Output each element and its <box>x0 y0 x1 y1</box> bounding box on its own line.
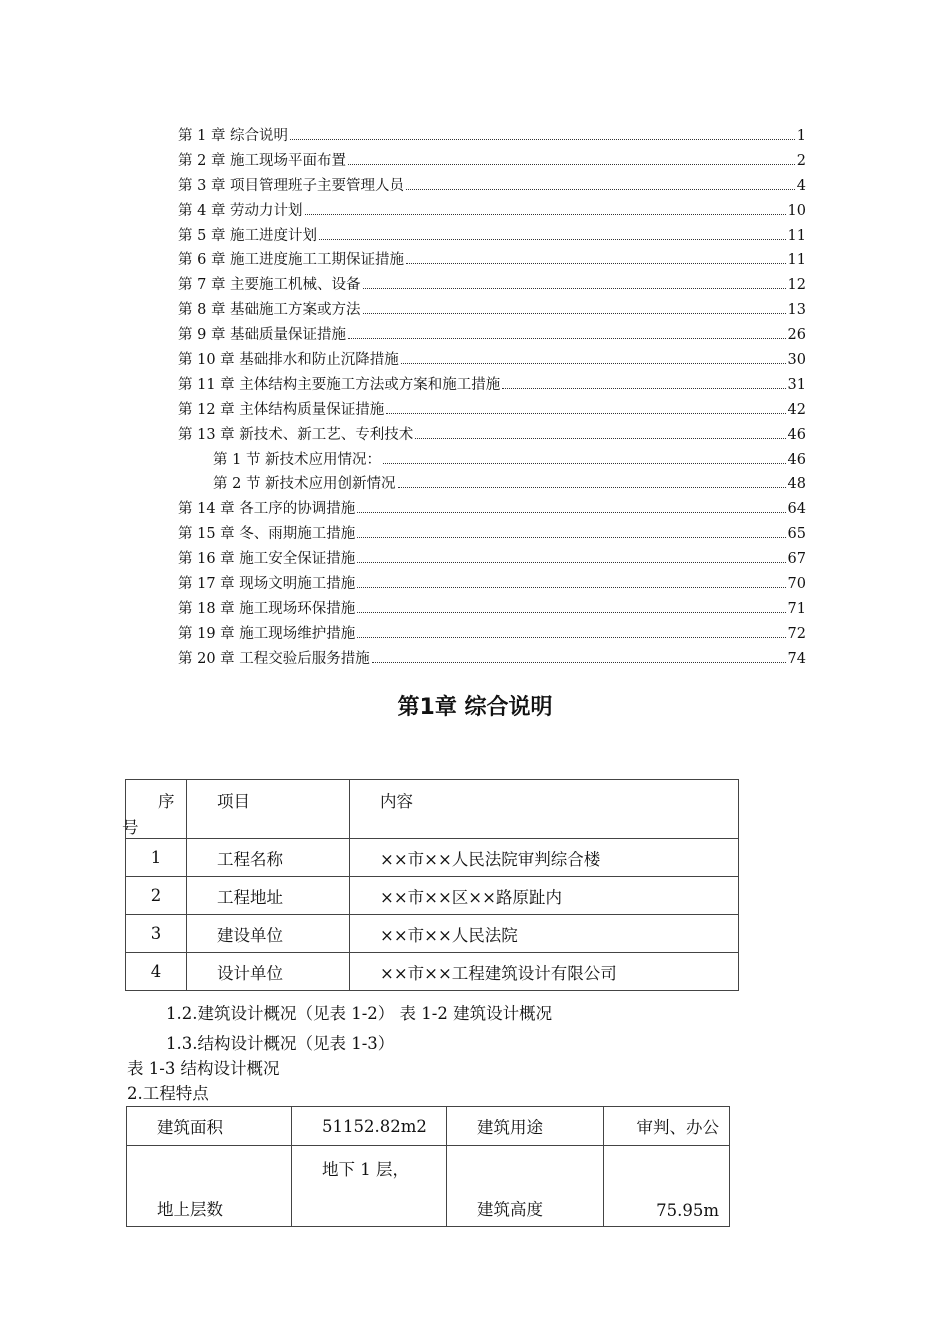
table-row <box>127 1107 730 1146</box>
project-info-table <box>122 779 739 991</box>
toc-leader-dots <box>415 437 785 439</box>
toc-entry[interactable] <box>178 423 806 448</box>
toc-entry[interactable] <box>178 398 806 423</box>
table-1-3-caption: 表 1-3 结构设计概况 <box>127 1059 280 1078</box>
header-content <box>350 780 739 839</box>
table-row <box>126 839 739 877</box>
table-header-row <box>126 780 739 839</box>
toc-leader-dots <box>383 462 785 464</box>
toc-page-number: 4 <box>796 177 806 194</box>
toc-page-number: 71 <box>787 600 806 617</box>
toc-leader-dots <box>357 636 785 638</box>
toc-entry[interactable] <box>178 298 806 323</box>
toc-leader-dots <box>357 511 785 513</box>
table-of-contents <box>178 124 806 672</box>
toc-entry[interactable] <box>178 497 806 522</box>
cell-value: 51152.82m2 <box>292 1107 447 1146</box>
toc-page-number: 1 <box>796 128 806 144</box>
table-row <box>126 877 739 915</box>
toc-page-number: 46 <box>787 426 806 443</box>
toc-page-number: 46 <box>787 451 806 468</box>
toc-entry-title: 第 19 章 施工现场维护措施 <box>178 625 356 642</box>
cell-item: 设计单位 <box>187 953 350 991</box>
toc-leader-dots <box>357 561 785 563</box>
toc-page-number: 72 <box>787 625 806 642</box>
toc-entry[interactable] <box>178 224 806 249</box>
toc-entry[interactable] <box>178 248 806 273</box>
toc-page-number: 48 <box>787 476 806 493</box>
toc-entry-title: 第 14 章 各工序的协调措施 <box>178 501 356 518</box>
cell-seq: 2 <box>126 877 187 915</box>
cell-label: 建筑面积 <box>127 1107 292 1146</box>
cell-content: ××市××人民法院审判综合楼 <box>350 839 739 877</box>
toc-entry-title: 第 2 章 施工现场平面布置 <box>178 152 347 169</box>
toc-leader-dots <box>401 362 786 364</box>
toc-entry[interactable] <box>178 149 806 174</box>
toc-leader-dots <box>357 611 785 613</box>
toc-leader-dots <box>406 188 795 190</box>
toc-page-number: 12 <box>787 277 806 294</box>
toc-leader-dots <box>502 387 785 389</box>
cell-label: 地上层数 <box>127 1146 292 1227</box>
table-row <box>127 1146 730 1227</box>
toc-entry[interactable] <box>178 124 806 149</box>
toc-leader-dots <box>348 163 795 165</box>
toc-entry-title: 第 12 章 主体结构质量保证措施 <box>178 401 385 418</box>
cell-seq: 1 <box>126 839 187 877</box>
toc-leader-dots <box>357 536 785 538</box>
cell-seq: 3 <box>126 915 187 953</box>
cell-content: ××市××工程建筑设计有限公司 <box>350 953 739 991</box>
section-2-heading: 2.工程特点 <box>127 1084 209 1103</box>
toc-page-number: 30 <box>787 352 806 369</box>
cell-content: ××市××人民法院 <box>350 915 739 953</box>
toc-entry[interactable] <box>178 273 806 298</box>
toc-entry[interactable] <box>178 448 806 473</box>
toc-page-number: 42 <box>787 401 806 418</box>
cell-label: 建筑用途 <box>447 1107 604 1146</box>
toc-entry-title: 第 10 章 基础排水和防止沉降措施 <box>178 352 399 369</box>
toc-page-number: 10 <box>787 202 806 219</box>
section-1-3-text: 1.3.结构设计概况（见表 1-3） <box>166 1034 395 1053</box>
toc-entry[interactable] <box>178 647 806 672</box>
header-seq <box>122 780 187 839</box>
toc-leader-dots <box>363 287 786 289</box>
toc-entry-title: 第 13 章 新技术、新工艺、专利技术 <box>178 426 414 443</box>
cell-value: 地下 1 层， <box>292 1146 447 1227</box>
cell-value: 审判、办公 <box>604 1107 730 1146</box>
toc-entry-title: 第 5 章 施工进度计划 <box>178 227 318 244</box>
header-seq-part1: 序 <box>158 792 175 811</box>
header-item-label: 项目 <box>217 792 250 811</box>
toc-page-number: 11 <box>787 252 806 269</box>
toc-page-number: 31 <box>787 376 806 393</box>
cell-label: 建筑高度 <box>447 1146 604 1227</box>
toc-page-number: 74 <box>787 650 806 667</box>
header-seq-part2: 号 <box>122 818 139 837</box>
toc-entry[interactable] <box>178 572 806 597</box>
toc-leader-dots <box>305 213 786 215</box>
cell-content: ××市××区××路原趾内 <box>350 877 739 915</box>
toc-entry-title: 第 6 章 施工进度施工工期保证措施 <box>178 252 405 269</box>
toc-leader-dots <box>398 486 786 488</box>
toc-entry[interactable] <box>178 199 806 224</box>
toc-entry-title: 第 2 节 新技术应用创新情况 <box>213 476 396 493</box>
toc-entry-title: 第 7 章 主要施工机械、设备 <box>178 277 361 294</box>
toc-entry-title: 第 9 章 基础质量保证措施 <box>178 327 347 344</box>
toc-leader-dots <box>357 586 785 588</box>
toc-entry[interactable] <box>178 547 806 572</box>
toc-leader-dots <box>290 138 795 140</box>
toc-entry-title: 第 20 章 工程交验后服务措施 <box>178 650 370 667</box>
toc-leader-dots <box>406 262 785 264</box>
header-content-label: 内容 <box>380 792 413 811</box>
table-row <box>126 915 739 953</box>
toc-leader-dots <box>363 312 786 314</box>
toc-page-number: 65 <box>787 526 806 543</box>
toc-entry[interactable] <box>178 174 806 199</box>
toc-entry-title: 第 3 章 项目管理班子主要管理人员 <box>178 177 405 194</box>
toc-entry-title: 第 1 章 综合说明 <box>178 128 289 144</box>
toc-entry[interactable] <box>178 597 806 622</box>
toc-page-number: 11 <box>787 227 806 244</box>
toc-page-number: 70 <box>787 576 806 593</box>
toc-entry-title: 第 1 节 新技术应用情况： <box>213 451 382 468</box>
cell-seq: 4 <box>126 953 187 991</box>
toc-entry[interactable] <box>178 522 806 547</box>
cell-value: 75.95m <box>604 1146 730 1227</box>
header-item <box>187 780 350 839</box>
toc-page-number: 26 <box>787 327 806 344</box>
toc-page-number: 67 <box>787 551 806 568</box>
toc-page-number: 2 <box>796 152 806 169</box>
cell-item: 建设单位 <box>187 915 350 953</box>
toc-leader-dots <box>386 412 785 414</box>
toc-leader-dots <box>348 337 785 339</box>
toc-entry[interactable] <box>178 323 806 348</box>
toc-page-number: 64 <box>787 501 806 518</box>
toc-leader-dots <box>319 238 785 240</box>
table-row <box>126 953 739 991</box>
toc-entry-title: 第 16 章 施工安全保证措施 <box>178 551 356 568</box>
cell-item: 工程名称 <box>187 839 350 877</box>
cell-item: 工程地址 <box>187 877 350 915</box>
toc-entry-title: 第 17 章 现场文明施工措施 <box>178 576 356 593</box>
toc-entry-title: 第 18 章 施工现场环保措施 <box>178 600 356 617</box>
toc-entry[interactable] <box>178 373 806 398</box>
toc-entry-title: 第 11 章 主体结构主要施工方法或方案和施工措施 <box>178 376 501 393</box>
chapter-title: 第1章 综合说明 <box>397 695 553 720</box>
toc-entry-title: 第 8 章 基础施工方案或方法 <box>178 302 361 319</box>
project-features-table <box>126 1106 730 1227</box>
section-1-2-text: 1.2.建筑设计概况（见表 1-2） 表 1-2 建筑设计概况 <box>166 1004 553 1023</box>
toc-entry[interactable] <box>178 472 806 497</box>
toc-entry[interactable] <box>178 622 806 647</box>
toc-entry[interactable] <box>178 348 806 373</box>
toc-leader-dots <box>372 661 786 663</box>
toc-entry-title: 第 15 章 冬、雨期施工措施 <box>178 526 356 543</box>
toc-page-number: 13 <box>787 302 806 319</box>
toc-entry-title: 第 4 章 劳动力计划 <box>178 202 303 219</box>
